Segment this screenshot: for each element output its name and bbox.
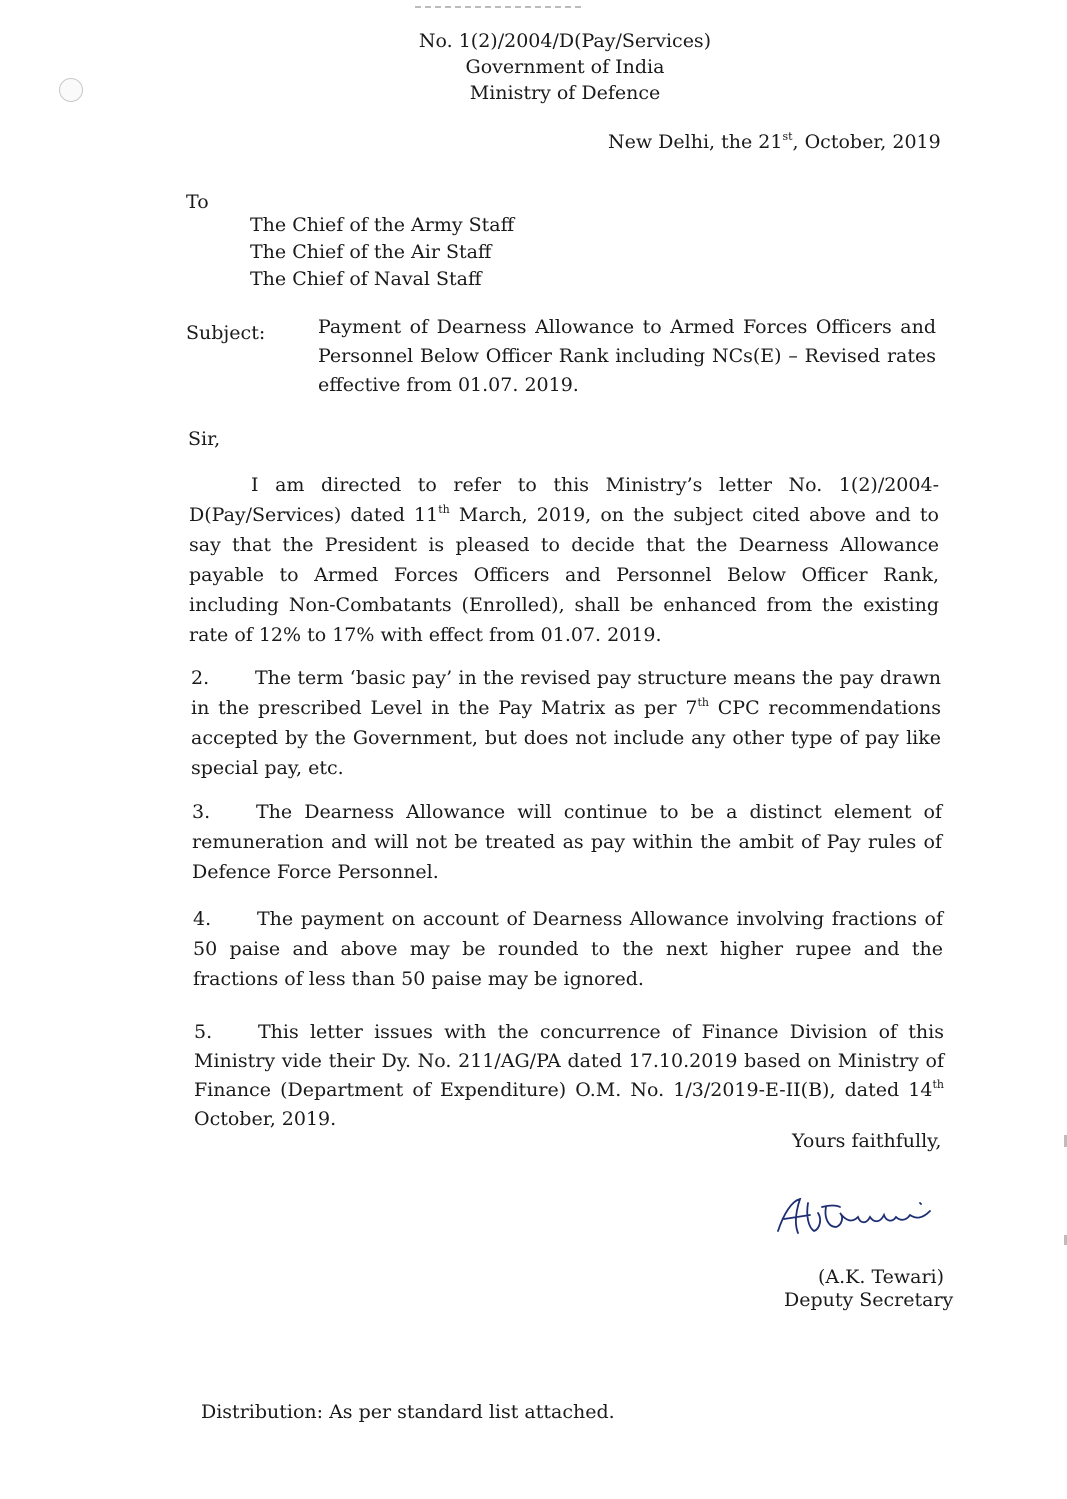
yours-faithfully: Yours faithfully, bbox=[792, 1130, 942, 1152]
addressee-army: The Chief of the Army Staff bbox=[250, 214, 515, 236]
paragraph-2: 2. The term ‘basic pay’ in the revised pay structure means the pay drawn in the prescribed Level in the Pay Matrix as per 7th CPC recommendations accepted by the Government, but does not include any other type of pay like special pay, etc. bbox=[191, 663, 941, 783]
subject-label: Subject: bbox=[186, 322, 266, 344]
letter-date: New Delhi, the 21st, October, 2019 bbox=[608, 129, 941, 153]
paragraph-number: 3. bbox=[192, 801, 211, 823]
addressee-air: The Chief of the Air Staff bbox=[250, 241, 492, 263]
paragraph-number: 2. bbox=[191, 667, 210, 689]
paragraph-5: 5. This letter issues with the concurrence of Finance Division of this Ministry vide their Dy. No. 211/AG/PA dated 17.10.2019 based on Ministry of Finance (Department of Expenditure) O.M. No. 1/3/2019-E-II(B), dated 14th October, 2019. bbox=[194, 1018, 944, 1134]
signatory-designation: Deputy Secretary bbox=[784, 1289, 954, 1311]
distribution-note: Distribution: As per standard list attached. bbox=[201, 1401, 615, 1423]
to-label: To bbox=[186, 191, 209, 213]
salutation: Sir, bbox=[188, 428, 221, 450]
letter-header bbox=[390, 28, 740, 106]
paragraph-number: 4. bbox=[193, 908, 212, 930]
reference-number: No. 1(2)/2004/D(Pay/Services) bbox=[418, 30, 712, 52]
addressee-list bbox=[250, 212, 514, 293]
scan-top-mark bbox=[415, 6, 585, 8]
subject-text: Payment of Dearness Allowance to Armed Forces Officers and Personnel Below Officer Rank including NCs(E) – Revised rates effective from 01.07. 2019. bbox=[318, 316, 936, 396]
paragraph-1: I am directed to refer to this Ministry’s letter No. 1(2)/2004-D(Pay/Services) dated 11th March, 2019, on the subject cited above and to say that the President is pleased to decide that the Dearness Allowance payable to Armed Forces Officers and Personnel Below Officer Rank, including Non-Combatants (Enrolled), shall be enhanced from the existing rate of 12% to 17% with effect from 01.07. 2019. bbox=[189, 474, 939, 646]
signatory-name: (A.K. Tewari) bbox=[818, 1266, 945, 1288]
paragraph-3: 3. The Dearness Allowance will continue to be a distinct element of remuneration and will not be treated as pay within the ambit of Pay rules of Defence Force Personnel. bbox=[192, 797, 942, 887]
signature-image bbox=[770, 1193, 950, 1243]
punch-hole bbox=[59, 78, 83, 102]
paragraph-number: 5. bbox=[194, 1021, 213, 1043]
addressee-navy: The Chief of Naval Staff bbox=[250, 268, 482, 290]
ministry-line: Ministry of Defence bbox=[469, 82, 661, 104]
government-line: Government of India bbox=[465, 56, 665, 78]
paragraph-4: 4. The payment on account of Dearness Allowance involving fractions of 50 paise and above may be rounded to the next higher rupee and the fractions of less than 50 paise may be ignored. bbox=[193, 904, 943, 994]
